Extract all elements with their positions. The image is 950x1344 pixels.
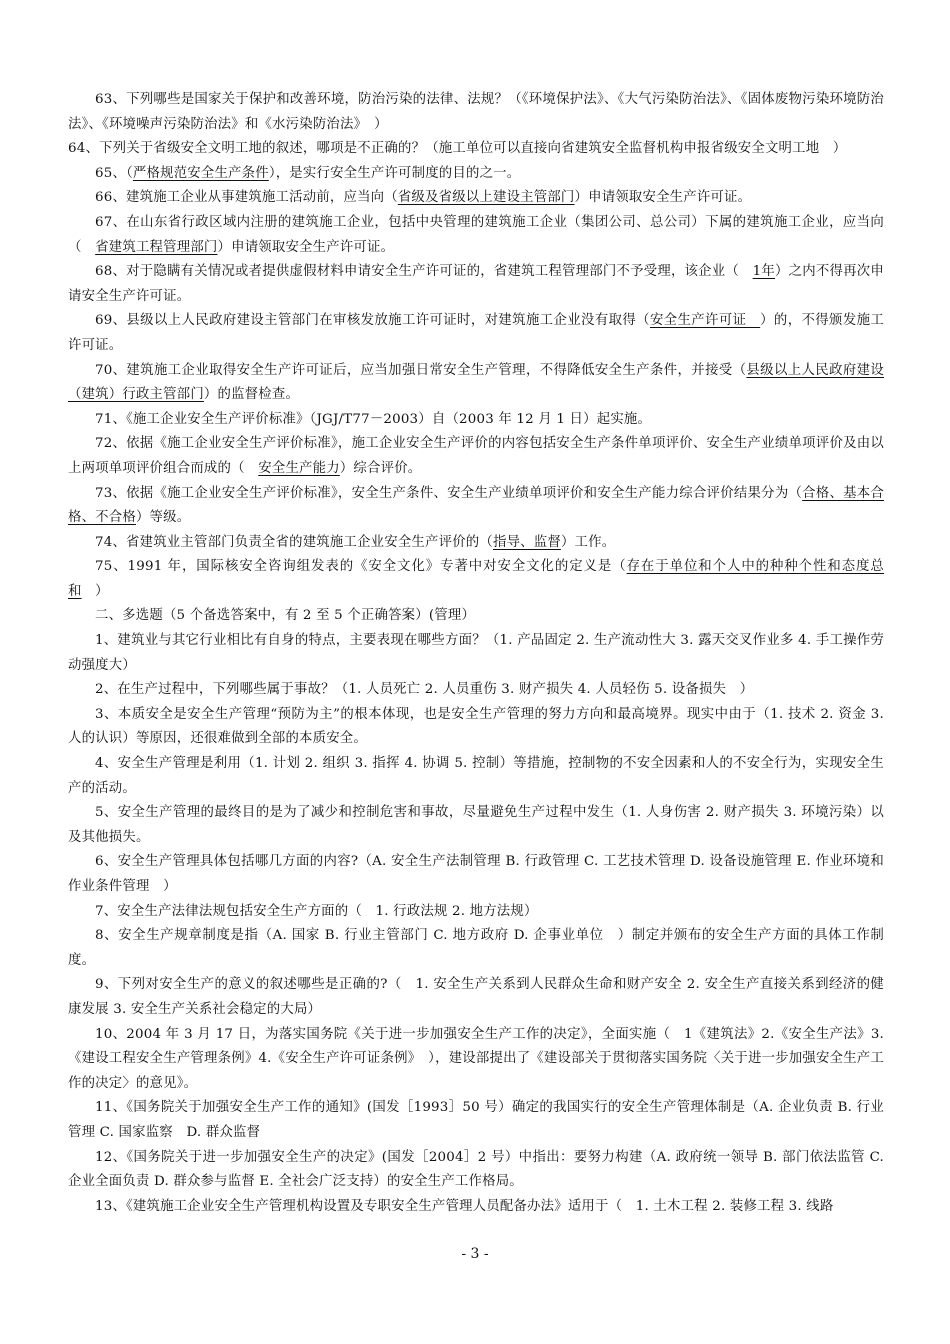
document-body — [68, 88, 884, 1219]
text-segment: 6、安全生产管理具体包括哪几方面的内容?（A. 安全生产法制管理 B. 行政管理 C. 工艺技术管理 D. 设备设施管理 E. 作业环境和作业条件管理 ） — [68, 854, 884, 894]
question-paragraph — [68, 211, 884, 260]
question-paragraph — [68, 801, 884, 850]
question-paragraph — [68, 137, 884, 162]
text-segment: 63、下列哪些是国家关于保护和改善环境，防治污染的法律、法规？（《环境保护法》、《大气污染防治法》、《固体废物污染环境防治法》、《环境噪声污染防治法》和《水污染防治法》 ） — [68, 92, 884, 132]
text-segment: 65、（ — [95, 165, 133, 181]
text-segment: ）之内不得再次申请安全生产许可证。 — [68, 264, 884, 304]
text-segment: 2、在生产过程中，下列哪些属于事故？（1. 人员死亡 2. 人员重伤 3. 财产损失 4. 人员轻伤 5. 设备损失 ） — [95, 682, 754, 698]
text-segment: 7、安全生产法律法规包括安全生产方面的（ 1. 行政法规 2. 地方法规） — [95, 903, 538, 919]
question-paragraph — [68, 850, 884, 899]
question-paragraph — [68, 678, 884, 703]
question-paragraph — [68, 531, 884, 556]
question-paragraph — [68, 703, 884, 752]
question-paragraph — [68, 1195, 884, 1220]
text-segment: 1、建筑业与其它行业相比有自身的特点，主要表现在哪些方面？（1. 产品固定 2. 生产流动性大 3. 露天交叉作业多 4. 手工操作劳动强度大） — [68, 633, 884, 673]
answer-underlined: 安全生产许可证 — [649, 313, 761, 329]
text-segment: 74、省建筑业主管部门负责全省的建筑施工企业安全生产评价的（ — [95, 534, 493, 550]
text-segment: ）申请领取安全生产许可证。 — [217, 239, 395, 255]
text-segment: ）申请领取安全生产许可证。 — [574, 190, 752, 206]
text-segment: 12、《国务院关于进一步加强安全生产的决定》(国发［2004］2 号）中指出：要努力构建（A. 政府统一领导 B. 部门依法监管 C. 企业全面负责 D. 群众参与监督 E. 全社会广泛支持）的安全生产工作格局。 — [68, 1149, 884, 1190]
text-segment: 68、对于隐瞒有关情况或者提供虚假材料申请安全生产许可证的，省建筑工程管理部门不予受理，该企业（ — [95, 264, 753, 280]
question-paragraph — [68, 408, 884, 433]
question-paragraph — [68, 309, 884, 358]
answer-underlined: 存在于单位和个人中的种种个性和态度总和 — [68, 559, 884, 599]
text-segment: 73、依据《施工企业安全生产评价标准》，安全生产条件、安全生产业绩单项评价和安全生产能力综合评价结果分为（ — [95, 485, 803, 501]
text-segment: ）等级。 — [135, 510, 191, 526]
text-segment: 3、本质安全是安全生产管理“预防为主”的根本体现，也是安全生产管理的努力方向和最高境界。现实中由于（1. 技术 2. 资金 3. 人的认识）等原因，还很难做到全部的本质安全。 — [68, 706, 884, 747]
question-paragraph — [68, 1096, 884, 1145]
text-segment: ）综合评价。 — [339, 460, 422, 476]
text-segment: 9、下列对安全生产的意义的叙述哪些是正确的?（ 1. 安全生产关系到人民群众生命和财产安全 2. 安全生产直接关系到经济的健康发展 3. 安全生产关系社会稳定的大局） — [68, 977, 884, 1017]
text-segment: 5、安全生产管理的最终目的是为了减少和控制危害和事故，尽量避免生产过程中发生（1. 人身伤害 2. 财产损失 3. 环境污染）以及其他损失。 — [68, 805, 884, 845]
question-paragraph — [68, 555, 884, 604]
text-segment: 64、下列关于省级安全文明工地的叙述，哪项是不正确的？（施工单位可以直接向省建筑安全监督机构申报省级安全文明工地 ） — [68, 141, 847, 157]
question-paragraph — [68, 973, 884, 1022]
text-segment: 8、安全生产规章制度是指（A. 国家 B. 行业主管部门 C. 地方政府 D. 企事业单位 ）制定并颁布的安全生产方面的具体工作制度。 — [68, 928, 884, 968]
text-segment: 70、建筑施工企业取得安全生产许可证后，应当加强日常安全生产管理，不得降低安全生产条件，并接受（ — [95, 362, 747, 378]
page-number: - 3 - — [461, 1246, 489, 1262]
question-paragraph — [68, 432, 884, 481]
text-segment: ）的监督检查。 — [203, 387, 300, 403]
text-segment: 69、县级以上人民政府建设主管部门在审核发放施工许可证时，对建筑施工企业没有取得（ — [95, 313, 650, 329]
text-segment: 11、《国务院关于加强安全生产工作的通知》(国发［1993］50 号）确定的我国实行的安全生产管理体制是（A. 企业负责 B. 行业管理 C. 国家监察 D. 群众监督 — [68, 1100, 884, 1140]
text-segment: 72、依据《施工企业安全生产评价标准》，施工企业安全生产评价的内容包括安全生产条件单项评价、安全生产业绩单项评价及由以上两项单项评价组合而成的（ — [68, 436, 884, 476]
text-segment: 67、在山东省行政区域内注册的建筑施工企业，包括中央管理的建筑施工企业（集团公司、总公司）下属的建筑施工企业，应当向（ — [68, 214, 884, 255]
answer-underlined: 省建筑工程管理部门 — [95, 239, 218, 255]
question-paragraph — [68, 1023, 884, 1097]
answer-underlined: 安全生产能力 — [258, 460, 340, 476]
answer-underlined: 县级以上人民政府建设（建筑）行政主管部门 — [68, 362, 884, 403]
text-segment: 66、建筑施工企业从事建筑施工活动前，应当向（ — [95, 190, 398, 206]
question-paragraph — [68, 900, 884, 925]
question-paragraph — [68, 629, 884, 678]
question-paragraph — [68, 186, 884, 211]
answer-underlined: 省级及省级以上建设主管部门 — [397, 190, 575, 206]
text-segment: ）的，不得颁发施工许可证。 — [68, 313, 884, 353]
question-paragraph — [68, 162, 884, 187]
question-paragraph — [68, 260, 884, 309]
text-segment: ）工作。 — [560, 534, 616, 550]
question-paragraph — [68, 1146, 884, 1195]
question-paragraph — [68, 482, 884, 531]
text-segment: 10、2004 年 3 月 17 日，为落实国务院《关于进一步加强安全生产工作的决定》，全面实施（ 1《建筑法》2.《安全生产法》3.《建设工程安全生产管理条例》4.《安全生产许可证条例》 ），建设部提出了《建设部关于贯彻落实国务院〈关于进一步加强安全生产工作的决定〉的意见》。 — [68, 1026, 884, 1091]
text-segment: 二、多选题（5 个备选答案中，有 2 至 5 个正确答案）(管理） — [95, 608, 476, 624]
question-paragraph — [68, 752, 884, 801]
answer-underlined: 合格、基本合格、不合格 — [68, 485, 884, 526]
question-paragraph — [68, 604, 884, 629]
text-segment: ），是实行安全生产许可制度的目的之一。 — [268, 165, 521, 181]
answer-underlined: 1年 — [752, 264, 776, 280]
answer-underlined: 严格规范安全生产条件 — [132, 165, 269, 181]
question-paragraph — [68, 924, 884, 973]
text-segment: 71、《施工企业安全生产评价标准》（JGJ/T77－2003）自（2003 年 12 月 1 日）起实施。 — [95, 411, 652, 427]
text-segment: ） — [81, 583, 109, 599]
text-segment: 4、安全生产管理是利用（1. 计划 2. 组织 3. 指挥 4. 协调 5. 控制）等措施，控制物的不安全因素和人的不安全行为，实现安全生产的活动。 — [68, 756, 884, 796]
question-paragraph — [68, 359, 884, 408]
question-paragraph — [68, 88, 884, 137]
text-segment: 75、1991 年，国际核安全咨询组发表的《安全文化》专著中对安全文化的定义是（ — [95, 559, 627, 575]
answer-underlined: 指导、监督 — [492, 534, 561, 550]
text-segment: 13、《建筑施工企业安全生产管理机构设置及专职安全生产管理人员配备办法》适用于（ 1. 土木工程 2. 装修工程 3. 线路 — [95, 1198, 834, 1214]
